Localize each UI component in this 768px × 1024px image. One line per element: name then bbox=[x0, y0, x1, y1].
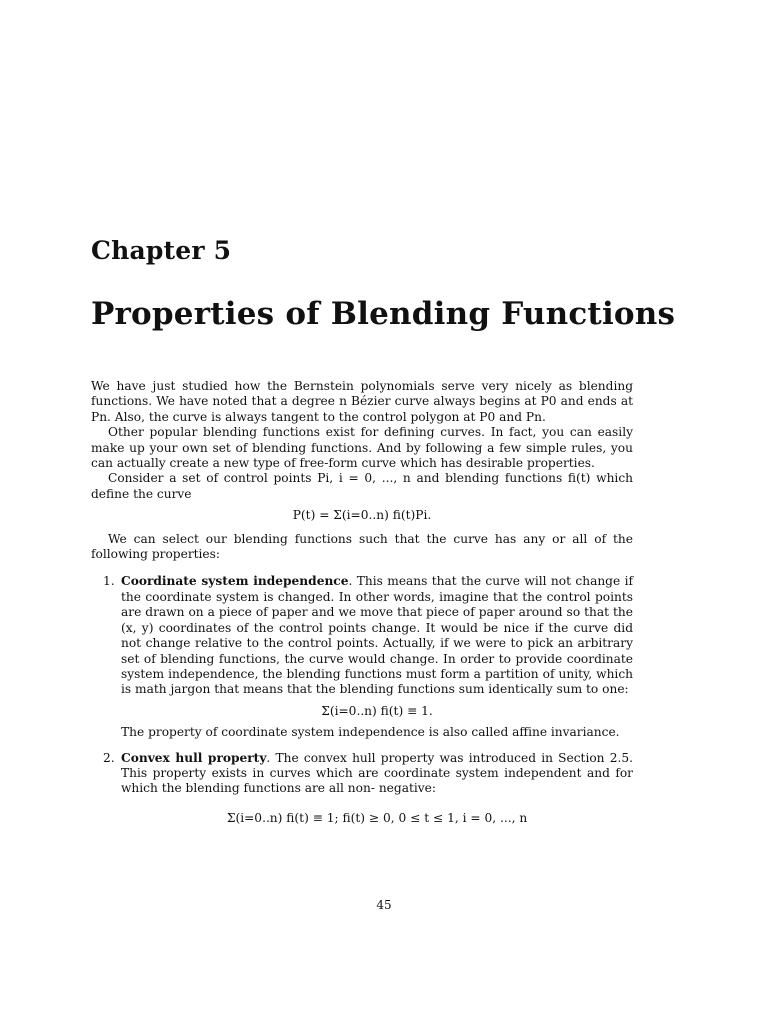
item-after-text: The property of coordinate system independence is also called affine invariance. bbox=[121, 725, 620, 740]
item-text: . The convex hull property was introduced in Section 2.5. This property exists in curves which are coordinate system independent and for which the blending functions are all non- negative: bbox=[121, 750, 633, 796]
equation-partition-of-unity: Σ(i=0..n) fi(t) ≡ 1. bbox=[321, 703, 433, 718]
chapter-label: Chapter 5 bbox=[91, 236, 232, 265]
list-item bbox=[91, 574, 633, 740]
paragraph-1: We have just studied how the Bernstein polynomials serve very nicely as blending functions. We have noted that a degree n Bézier curve always begins at P0 and ends at Pn. Also, the curve is always tangent to the control polygon at P0 and Pn. bbox=[91, 379, 633, 424]
page-number: 45 bbox=[376, 898, 392, 912]
item-heading: Convex hull property bbox=[121, 750, 267, 765]
list-number: 1. bbox=[103, 574, 115, 589]
item-text: . This means that the curve will not change if the coordinate system is changed. In other words, imagine that the control points are drawn on a piece of paper and we move that piece of paper around so that the (x, y) coordinates of the control points change. It would be nice if the curve did not change relative to the control points. Actually, if we were to pick an arbitrary set of blending functions, the curve would change. In order to provide coordinate system independence, the blending functions must form a partition of unity, which is math jargon that means that the blending functions sum identically sum to one: bbox=[121, 574, 633, 697]
equation-curve: P(t) = Σ(i=0..n) fi(t)Pi. bbox=[292, 508, 432, 523]
paragraph-2: Other popular blending functions exist for defining curves. In fact, you can easily make up your own set of blending functions. And by following a few simple rules, you can actually create a new type of free-form curve which has desirable properties. bbox=[91, 425, 633, 471]
item-heading: Coordinate system independence bbox=[121, 574, 349, 589]
body-text bbox=[91, 379, 633, 836]
chapter-title: Properties of Blending Functions bbox=[91, 296, 676, 332]
list-item bbox=[91, 751, 633, 827]
paragraph-3: Consider a set of control points Pi, i = 0, ..., n and blending functions fi(t) which define the curve bbox=[91, 471, 633, 501]
equation-convex-hull: Σ(i=0..n) fi(t) ≡ 1; fi(t) ≥ 0, 0 ≤ t ≤ 1, i = 0, ..., n bbox=[226, 810, 528, 825]
list-number: 2. bbox=[103, 750, 115, 765]
paragraph-4: We can select our blending functions such that the curve has any or all of the following properties: bbox=[91, 531, 633, 562]
properties-list bbox=[91, 574, 633, 826]
